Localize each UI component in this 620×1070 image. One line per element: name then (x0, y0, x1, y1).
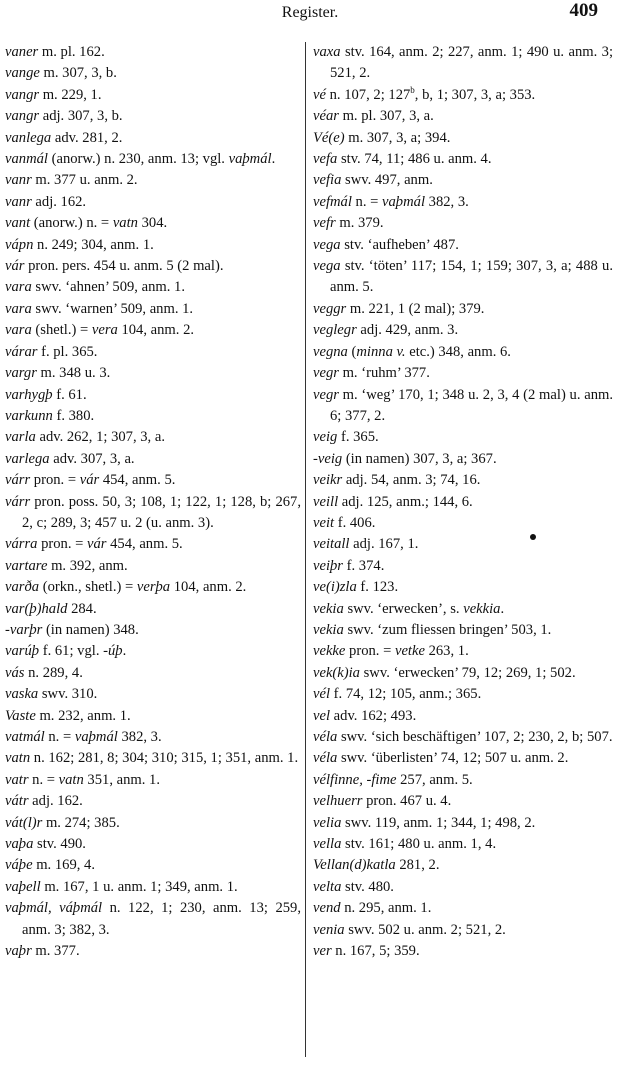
entry-term: véla (313, 729, 338, 745)
entry-term: velta (313, 878, 342, 895)
entry-term: veikr (313, 472, 343, 489)
entry-term: vaþmál (228, 151, 272, 168)
entry-term: vefmál (313, 193, 352, 210)
index-entry (5, 128, 301, 149)
index-entry (5, 684, 301, 705)
index-entry (5, 42, 301, 63)
index-entry (5, 277, 301, 298)
index-entry (313, 449, 613, 470)
entry-term: vange (5, 65, 40, 82)
index-entry (313, 320, 613, 341)
entry-term: veitall (313, 536, 350, 553)
entry-term: venia (313, 921, 345, 938)
entry-term: -veig (313, 450, 343, 467)
entry-term: vangr (5, 108, 40, 125)
entry-reference: swv. ‘überlisten’ 74, 12; 507 u. anm. 2. (337, 750, 569, 767)
entry-reference: f. 380. (52, 407, 95, 424)
entry-reference: m. 229, 1. (39, 86, 102, 103)
index-entry (313, 748, 613, 769)
entry-term: vant (5, 215, 31, 232)
ink-speck (530, 534, 536, 540)
entry-term: varúþ (5, 643, 40, 660)
entry-term: vargr (5, 365, 37, 382)
index-entry (5, 320, 301, 341)
index-entry (5, 492, 301, 535)
entry-term: vatn (112, 215, 138, 232)
entry-term: minna v. (356, 343, 406, 360)
entry-term: vegna (313, 343, 348, 360)
entry-reference: adj. 125, anm.; 144, 6. (338, 493, 473, 510)
entry-term: vás (5, 664, 25, 681)
entry-reference: (in namen) 307, 3, a; 367. (342, 450, 497, 467)
entry-term: vanmál (5, 151, 48, 168)
index-entry (5, 106, 301, 127)
index-entry (313, 641, 613, 662)
index-entry (313, 213, 613, 234)
entry-term: vár (5, 258, 25, 275)
index-entry (313, 192, 613, 213)
entry-reference: m. 167, 1 u. anm. 1; 349, anm. 1. (40, 878, 238, 895)
entry-term: vanr (5, 172, 32, 189)
entry-term: vaþmál, váþmál (5, 900, 103, 917)
entry-reference: . (500, 600, 505, 617)
index-entry (5, 855, 301, 876)
index-entry (313, 427, 613, 448)
index-entry (5, 170, 301, 191)
entry-term: veiþr (313, 557, 343, 574)
entry-term: vefa (313, 151, 338, 168)
entry-term: vefia (313, 172, 342, 189)
running-header-title: Register. (281, 4, 339, 21)
index-entry (5, 149, 301, 170)
entry-reference: pron. poss. 50, 3; 108, 1; 122, 1; 128, b; 267, 2, c; 289, 3; 457 u. 2 (u. anm. 3). (22, 493, 301, 531)
entry-reference: swv. ‘zum fliessen bringen’ 503, 1. (343, 621, 552, 638)
entry-term: vekkia (463, 600, 501, 617)
entry-reference: f. 406. (334, 514, 376, 531)
entry-term: váþe (5, 857, 33, 874)
entry-term: varhygþ (5, 386, 53, 403)
entry-reference: swv. 310. (38, 686, 98, 703)
index-entry (313, 770, 613, 791)
entry-term: vaþmál (382, 193, 425, 210)
entry-reference: m. 221, 1 (2 mal); 379. (346, 300, 485, 317)
index-entry (5, 641, 301, 662)
entry-term: vaþa (5, 836, 34, 853)
entry-term: vetke (394, 643, 425, 660)
entry-term: vaxa (313, 44, 341, 60)
entry-term: véla (313, 750, 338, 767)
index-entry (313, 363, 613, 384)
entry-reference: pron. 467 u. 4. (362, 793, 452, 810)
entry-reference: n. 162; 281, 8; 304; 310; 315, 1; 351, anm. 1. (30, 750, 299, 767)
entry-reference: f. pl. 365. (37, 343, 98, 360)
index-entry (5, 663, 301, 684)
index-entry (5, 427, 301, 448)
entry-reference: m. 377. (31, 943, 80, 960)
index-entry (5, 834, 301, 855)
index-entry (313, 470, 613, 491)
entry-term: vanlega (5, 129, 52, 146)
entry-term: velhuerr (313, 793, 363, 810)
entry-reference: . (271, 151, 276, 168)
entry-reference: swv. ‘sich beschäftigen’ 107, 2; 230, 2, b; 507. (337, 729, 613, 745)
entry-term: vega (313, 258, 341, 275)
entry-term: veglegr (313, 322, 357, 339)
entry-reference: n. = (44, 729, 75, 745)
entry-reference: m. 307, 3, b. (39, 65, 117, 82)
entry-reference: m. 377 u. anm. 2. (31, 172, 138, 189)
entry-term: vartare (5, 557, 48, 574)
entry-term: ve(i)zla (313, 579, 357, 596)
entry-term: vegr (313, 386, 339, 403)
entry-term: vara (5, 279, 32, 296)
index-entry (5, 877, 301, 898)
index-entry (5, 898, 301, 941)
entry-term: vatn (5, 750, 31, 767)
entry-reference: stv. ‘aufheben’ 487. (340, 236, 459, 253)
entry-reference: n. 249; 304, anm. 1. (33, 236, 154, 253)
index-entry (5, 385, 301, 406)
entry-term: vanr (5, 193, 32, 210)
entry-reference: m. pl. 162. (38, 44, 105, 60)
index-entry (5, 449, 301, 470)
entry-reference: stv. 164, anm. 2; 227, anm. 1; 490 u. anm. 3; 521, 2. (330, 44, 613, 82)
entry-reference: stv. 74, 11; 486 u. anm. 4. (337, 151, 492, 168)
entry-term: vát(l)r (5, 814, 43, 831)
entry-reference: 263, 1. (424, 643, 469, 660)
index-entry (5, 556, 301, 577)
entry-reference: m. 274; 385. (42, 814, 120, 831)
entry-term: vek(k)ia (313, 664, 360, 681)
entry-term: vera (91, 322, 118, 339)
entry-reference: f. 123. (356, 579, 399, 596)
entry-reference: swv. 502 u. anm. 2; 521, 2. (344, 921, 506, 938)
index-entry (313, 556, 613, 577)
entry-reference: etc.) 348, anm. 6. (405, 343, 511, 360)
entry-term: vangr (5, 86, 40, 103)
entry-reference: 104, anm. 2. (117, 322, 195, 339)
entry-term: ver (313, 943, 332, 960)
index-entry (5, 63, 301, 84)
entry-reference: swv. ‘erwecken’, s. (343, 600, 464, 617)
entry-reference: m. 307, 3, a; 394. (344, 129, 451, 146)
index-entry (313, 513, 613, 534)
entry-reference: 382, 3. (425, 193, 469, 210)
index-entry (5, 363, 301, 384)
entry-reference: 351, anm. 1. (83, 771, 160, 788)
entry-reference: m. 169, 4. (32, 857, 95, 874)
entry-reference: (anorw.) n. = (30, 215, 113, 232)
entry-reference: 104, anm. 2. (170, 579, 247, 596)
entry-reference: m. ‘weg’ 170, 1; 348 u. 2, 3, 4 (2 mal) u. anm. 6; 377, 2. (330, 386, 613, 424)
entry-term: velia (313, 814, 342, 831)
entry-term: várr (5, 472, 31, 489)
entry-term: varða (5, 579, 40, 596)
entry-reference: stv. 490. (33, 836, 86, 853)
index-entry (5, 748, 301, 769)
entry-term: var(þ)hald (5, 600, 68, 617)
entry-reference: adj. 167, 1. (349, 536, 419, 553)
entry-term: vaþmál (74, 729, 118, 745)
entry-term: vara (5, 300, 32, 317)
index-entry (313, 684, 613, 705)
entry-reference: 454, anm. 5. (106, 536, 183, 553)
entry-term: veit (313, 514, 335, 531)
entry-term: vatmál (5, 729, 45, 745)
entry-reference: (orkn., shetl.) = (39, 579, 137, 596)
column-divider (305, 42, 306, 1057)
entry-reference: n. = (351, 193, 383, 210)
entry-term: vátr (5, 793, 29, 810)
index-entry (313, 492, 613, 513)
index-entry (5, 213, 301, 234)
entry-term: vega (313, 236, 341, 253)
entry-reference: pron. = (37, 536, 88, 553)
index-entry (313, 534, 613, 555)
index-entry (313, 791, 613, 812)
index-entry (313, 385, 613, 428)
entry-term: vella (313, 836, 342, 853)
index-entry (5, 620, 301, 641)
entry-reference: n. 107, 2; 127 (325, 86, 411, 103)
index-entry (313, 663, 613, 684)
entry-reference: swv. ‘warnen’ 509, anm. 1. (31, 300, 194, 317)
entry-reference: n. 289, 4. (24, 664, 83, 681)
index-column-right (313, 42, 613, 962)
index-entry (313, 834, 613, 855)
index-entry (313, 877, 613, 898)
index-entry (5, 599, 301, 620)
entry-term: vara (5, 322, 32, 339)
entry-reference: m. 392, anm. (47, 557, 128, 574)
entry-reference: pron. = (30, 472, 80, 489)
entry-reference: swv. ‘ahnen’ 509, anm. 1. (31, 279, 185, 296)
entry-reference: adj. 307, 3, b. (39, 108, 123, 125)
index-entry (5, 534, 301, 555)
index-entry (313, 727, 613, 748)
index-entry (313, 342, 613, 363)
entry-term: várar (5, 343, 38, 360)
index-entry (5, 235, 301, 256)
entry-reference: f. 61. (52, 386, 87, 403)
entry-term: vaþell (5, 878, 41, 895)
index-entry (313, 577, 613, 598)
index-entry (313, 42, 613, 85)
entry-term: -varþr (5, 621, 43, 638)
index-entry (313, 149, 613, 170)
index-entry (5, 406, 301, 427)
entry-reference: stv. ‘töten’ 117; 154, 1; 159; 307, 3, a; 488 u. anm. 5. (330, 258, 613, 296)
index-entry (313, 920, 613, 941)
index-entry (5, 706, 301, 727)
entry-reference: 281, 2. (395, 857, 440, 874)
entry-reference: m. 232, anm. 1. (35, 707, 131, 724)
entry-term: vefr (313, 215, 336, 232)
entry-reference: . (122, 643, 127, 660)
index-entry (5, 813, 301, 834)
index-entry (5, 941, 301, 962)
entry-term: vekia (313, 621, 344, 638)
entry-term: vend (313, 900, 341, 917)
index-column-left (5, 42, 301, 962)
entry-term: vekke (313, 643, 346, 660)
entry-term: vaþr (5, 943, 32, 960)
entry-reference: (anorw.) n. 230, anm. 13; vgl. (47, 151, 229, 168)
entry-term: véar (313, 108, 339, 125)
entry-reference: 304. (137, 215, 168, 232)
entry-reference: swv. 497, anm. (341, 172, 433, 189)
entry-reference: m. 348 u. 3. (36, 365, 111, 382)
index-entry (313, 85, 613, 106)
index-entry (313, 170, 613, 191)
entry-term: Vé(e) (313, 129, 345, 146)
entry-term: vatn (58, 771, 84, 788)
entry-reference: f. 74, 12; 105, anm.; 365. (330, 686, 482, 703)
entry-reference: swv. ‘erwecken’ 79, 12; 269, 1; 502. (359, 664, 576, 681)
entry-reference: adj. 162. (28, 793, 83, 810)
entry-reference: , b, 1; 307, 3, a; 353. (414, 86, 536, 103)
entry-reference: adj. 162. (31, 193, 87, 210)
index-entry (313, 106, 613, 127)
entry-term: vatr (5, 771, 29, 788)
entry-term: vaner (5, 44, 39, 60)
index-entry (313, 235, 613, 256)
page-number: 409 (569, 0, 598, 21)
entry-reference: n. 167, 5; 359. (331, 943, 420, 960)
index-entry (313, 898, 613, 919)
index-entry (313, 620, 613, 641)
entry-term: varkunn (5, 407, 53, 424)
entry-term: veill (313, 493, 339, 510)
entry-term: várra (5, 536, 38, 553)
entry-reference: 257, anm. 5. (396, 771, 473, 788)
entry-reference: swv. 119, anm. 1; 344, 1; 498, 2. (341, 814, 536, 831)
entry-reference: m. 379. (335, 215, 384, 232)
index-entry (313, 299, 613, 320)
entry-reference: stv. 161; 480 u. anm. 1, 4. (341, 836, 497, 853)
entry-term: vápn (5, 236, 34, 253)
entry-reference: (in namen) 348. (42, 621, 139, 638)
entry-reference: adv. 162; 493. (330, 707, 417, 724)
entry-reference: f. 374. (343, 557, 385, 574)
entry-reference: n. = (28, 771, 59, 788)
entry-term: vaska (5, 686, 39, 703)
entry-term: vár (79, 472, 100, 489)
entry-term: vélfinne, -fime (313, 771, 397, 788)
index-entry (5, 470, 301, 491)
entry-term: vé (313, 86, 326, 103)
entry-term: Vellan(d)katla (313, 857, 396, 874)
index-entry (5, 791, 301, 812)
entry-term: vél (313, 686, 331, 703)
index-entry (313, 941, 613, 962)
entry-reference: 382, 3. (117, 729, 162, 745)
index-entry (313, 256, 613, 299)
entry-reference: adj. 54, anm. 3; 74, 16. (342, 472, 481, 489)
entry-reference: f. 365. (337, 429, 379, 446)
index-entry (5, 192, 301, 213)
entry-reference: 454, anm. 5. (99, 472, 176, 489)
entry-reference: pron. pers. 454 u. anm. 5 (2 mal). (24, 258, 224, 275)
entry-term: -úþ (103, 643, 123, 660)
entry-reference: stv. 480. (341, 878, 394, 895)
entry-reference: pron. = (345, 643, 395, 660)
index-entry (5, 256, 301, 277)
index-entry (313, 813, 613, 834)
entry-reference: 284. (67, 600, 97, 617)
index-entry (5, 85, 301, 106)
index-entry (313, 706, 613, 727)
entry-reference: adv. 281, 2. (51, 129, 123, 146)
entry-term: varlega (5, 450, 50, 467)
entry-reference: ( (347, 343, 357, 360)
entry-reference: m. pl. 307, 3, a. (338, 108, 434, 125)
entry-term: vegr (313, 365, 339, 382)
index-entry (313, 599, 613, 620)
entry-reference: adv. 262, 1; 307, 3, a. (35, 429, 165, 446)
index-entry (313, 128, 613, 149)
entry-reference: m. ‘ruhm’ 377. (338, 365, 430, 382)
entry-term: verþa (136, 579, 171, 596)
entry-reference: f. 61; vgl. (39, 643, 104, 660)
entry-reference: n. 122, 1; 230, anm. 13; 259, anm. 3; 382, 3. (22, 900, 301, 938)
entry-reference: adj. 429, anm. 3. (356, 322, 459, 339)
entry-term: Vaste (5, 707, 36, 724)
index-entry (313, 855, 613, 876)
entry-term: veig (313, 429, 338, 446)
entry-superscript: b (410, 84, 415, 95)
entry-term: vel (313, 707, 331, 724)
entry-term: veggr (313, 300, 347, 317)
entry-reference: (shetl.) = (31, 322, 92, 339)
entry-term: varla (5, 429, 36, 446)
entry-term: vekia (313, 600, 344, 617)
entry-term: vár (87, 536, 107, 553)
entry-reference: n. 295, anm. 1. (340, 900, 432, 917)
entry-term: várr (5, 493, 31, 510)
index-entry (5, 770, 301, 791)
index-entry (5, 299, 301, 320)
index-entry (5, 727, 301, 748)
entry-reference: adv. 307, 3, a. (49, 450, 135, 467)
index-entry (5, 577, 301, 598)
index-entry (5, 342, 301, 363)
